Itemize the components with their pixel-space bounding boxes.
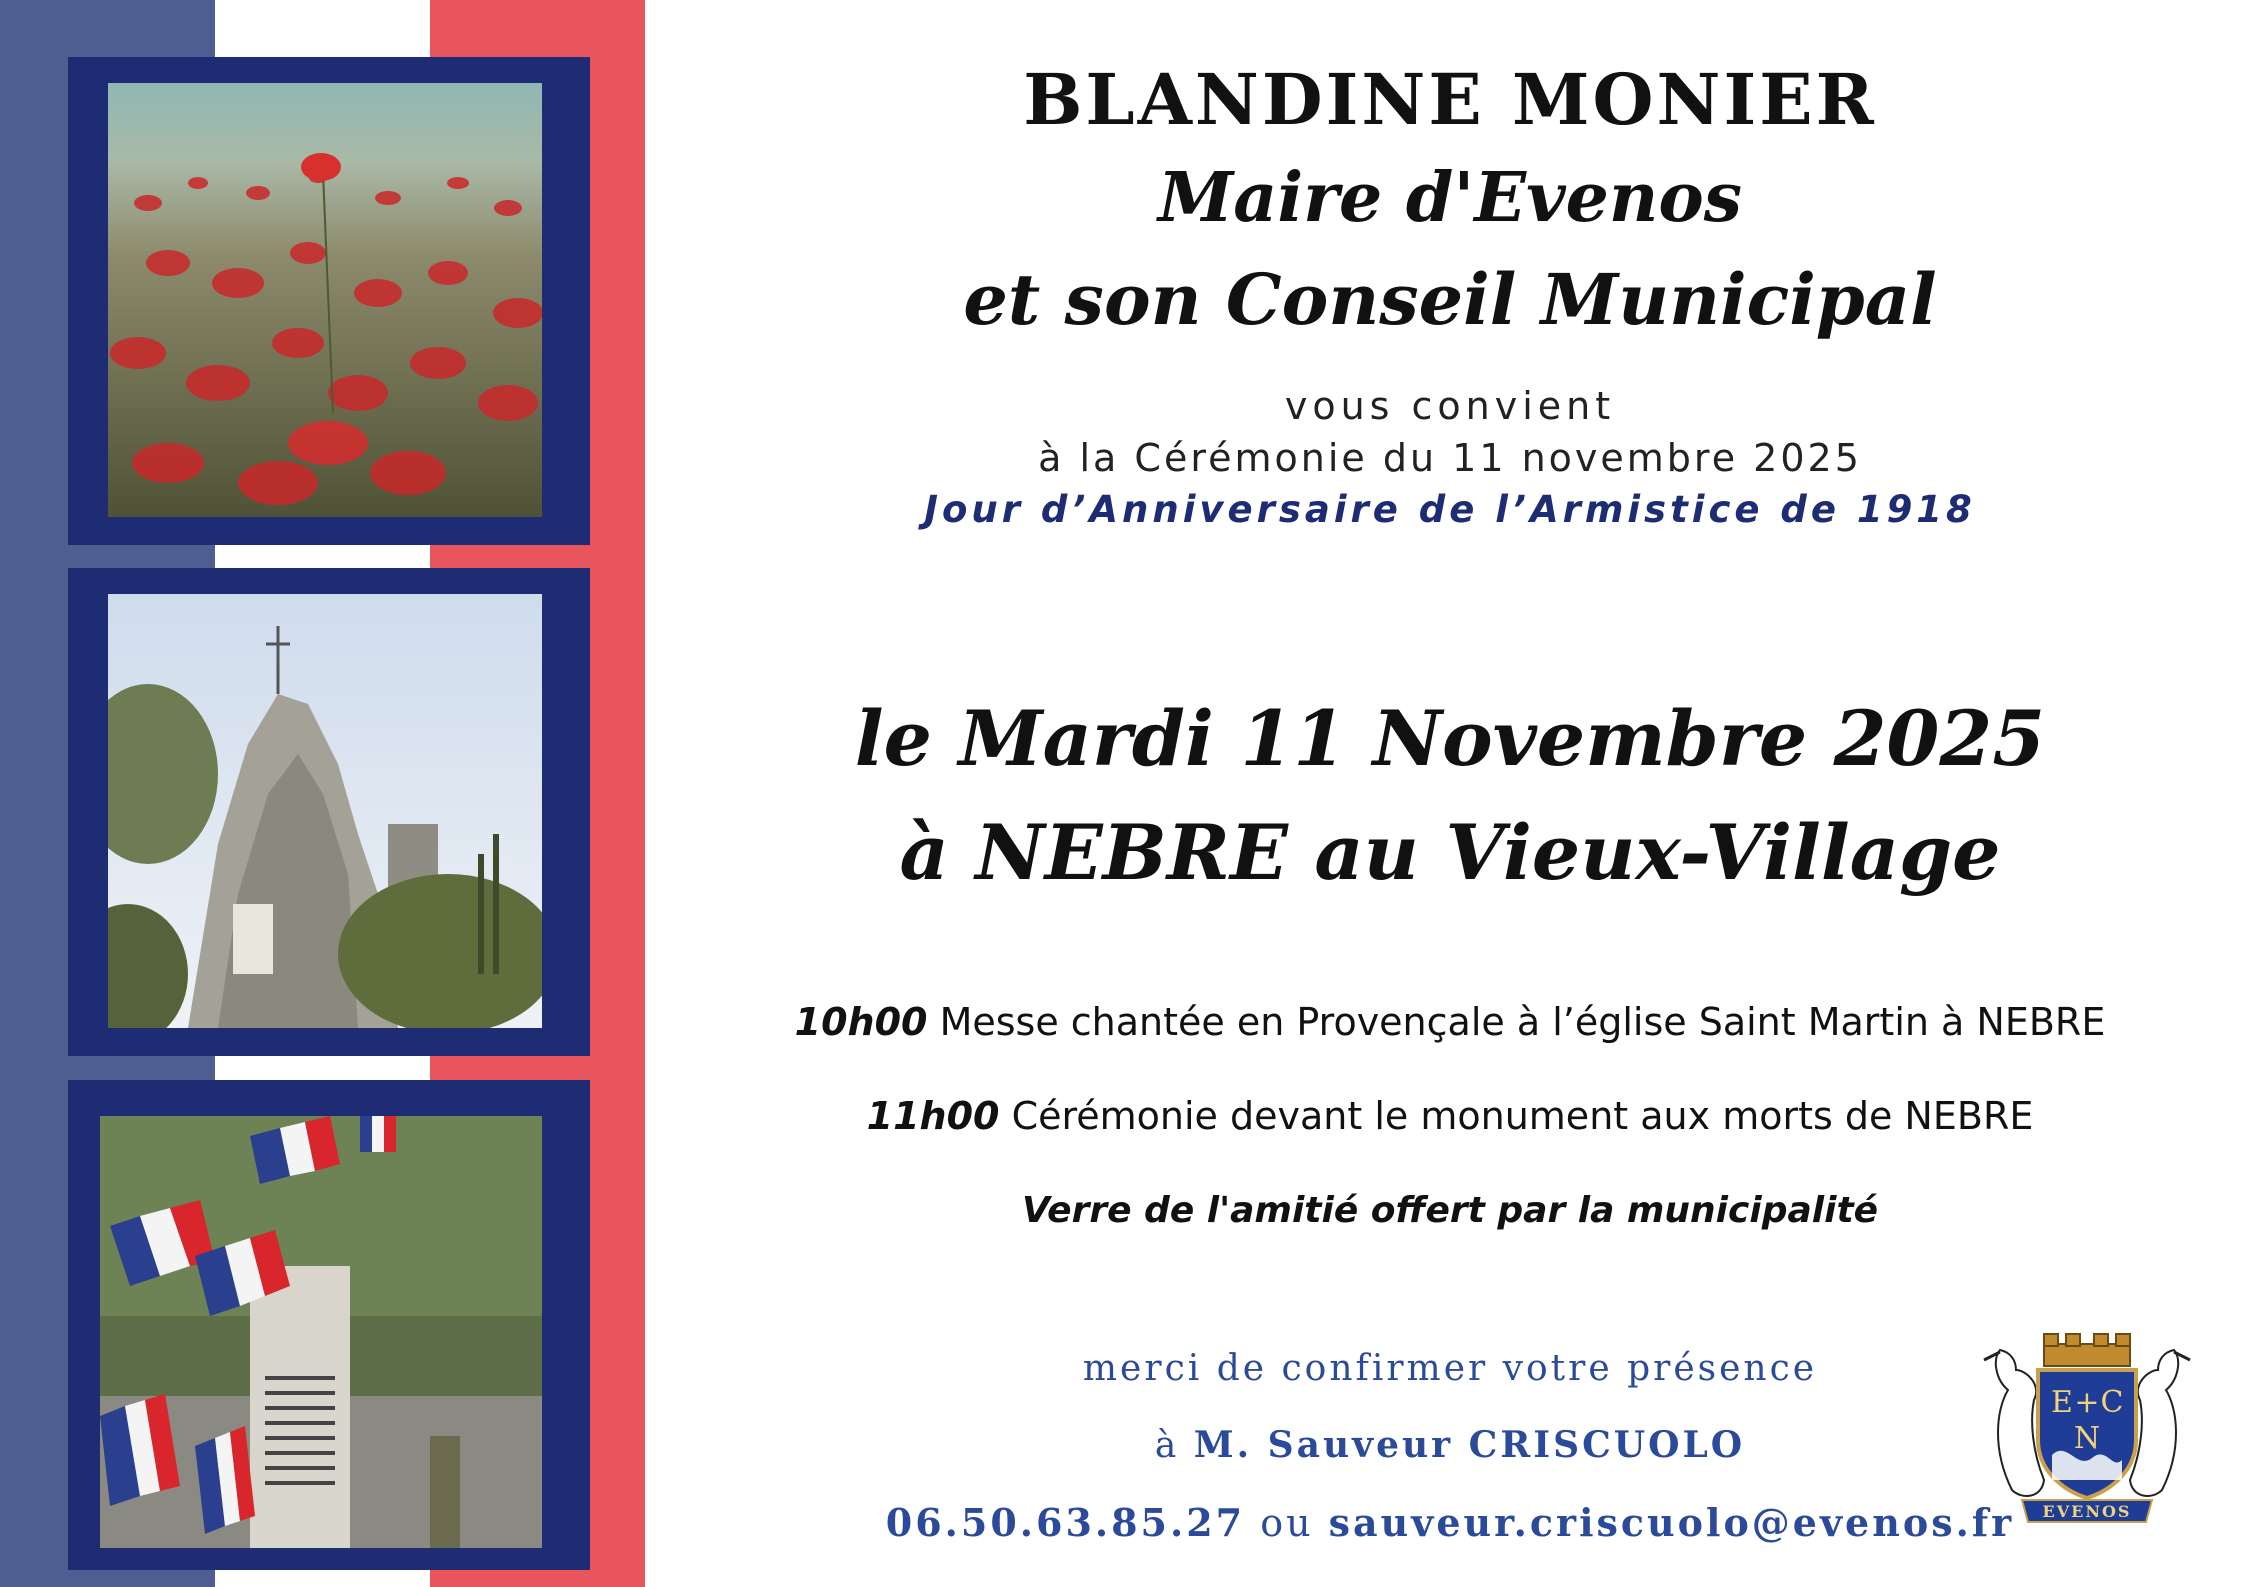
schedule-text: Cérémonie devant le monument aux morts de NEBRE xyxy=(1011,1094,2034,1138)
photo-frame-rock xyxy=(68,568,590,1056)
mayor-name: BLANDINE MONIER xyxy=(1023,58,1877,141)
reception-note: Verre de l'amitié offert par la municipalité xyxy=(1021,1190,1879,1231)
rock-monument-photo xyxy=(108,594,542,1028)
event-place: à NEBRE au Vieux-Village xyxy=(899,808,2001,897)
mayor-title: Maire d'Evenos xyxy=(1158,158,1742,238)
council-line: et son Conseil Municipal xyxy=(963,258,1937,341)
armistice-line: Jour d’Anniversaire de l’Armistice de 1918 xyxy=(924,488,1976,531)
evenos-crest-logo xyxy=(1982,1330,2192,1530)
crest-letter-plus: + xyxy=(2074,1385,2100,1420)
crest-letter-e: E xyxy=(2051,1385,2073,1420)
photo-frame-poppies xyxy=(68,57,590,545)
invitation-line-2: à la Cérémonie du 11 novembre 2025 xyxy=(1038,436,1862,480)
poppy-field-photo xyxy=(108,83,542,517)
rsvp-prefix: à xyxy=(1154,1425,1194,1466)
crest-banner-text: EVENOS xyxy=(2042,1502,2132,1521)
schedule-text: Messe chantée en Provençale à l’église Saint Martin à NEBRE xyxy=(939,1000,2106,1044)
photo-frame-memorial xyxy=(68,1080,590,1570)
rsvp-request: merci de confirmer votre présence xyxy=(1082,1348,1818,1389)
crest-letter-n: N xyxy=(2073,1421,2101,1456)
schedule-item-ceremony xyxy=(680,1094,2220,1138)
invitation-line-1: vous convient xyxy=(1284,384,1616,428)
rsvp-contact-name: M. Sauveur CRISCUOLO xyxy=(1193,1424,1746,1466)
memorial-flags-photo xyxy=(100,1116,542,1548)
schedule-time: 10h00 xyxy=(794,1000,928,1044)
rsvp-or: ou xyxy=(1245,1501,1329,1545)
schedule-item-mass xyxy=(680,1000,2220,1044)
schedule-time: 11h00 xyxy=(866,1094,1000,1138)
event-date: le Mardi 11 Novembre 2025 xyxy=(854,694,2046,783)
crest-letter-c: C xyxy=(2100,1385,2124,1420)
rsvp-phone[interactable]: 06.50.63.85.27 xyxy=(885,1500,1246,1545)
rsvp-email-link[interactable]: sauveur.criscuolo@evenos.fr xyxy=(1328,1500,2015,1545)
